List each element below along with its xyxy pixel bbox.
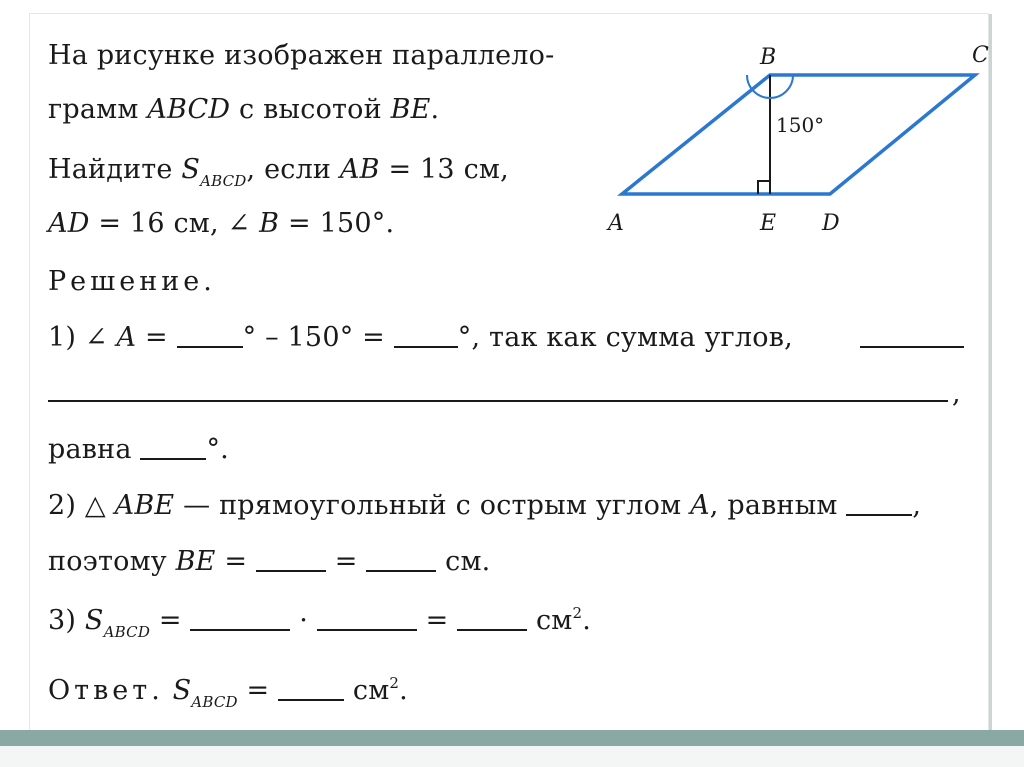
parallelogram-figure <box>600 40 1000 250</box>
step-text: 1) ∠ <box>48 322 117 353</box>
step-text: , <box>912 490 922 521</box>
side-ab-value: = 13 см, <box>379 154 509 185</box>
blank-field[interactable] <box>190 607 290 631</box>
step-text: = <box>150 605 191 636</box>
parallelogram-name: ABCD <box>147 94 231 125</box>
solution-heading <box>48 266 216 297</box>
problem-text: Найдите <box>48 154 182 185</box>
step-text: ° – 150° = <box>242 322 394 353</box>
step-text: , равным <box>709 490 847 521</box>
vertex-a-label: A <box>608 211 624 236</box>
step-text: = <box>136 322 177 353</box>
bottom-strip <box>0 746 1024 767</box>
blank-field[interactable] <box>860 346 964 348</box>
vertex-d-label: D <box>822 211 840 236</box>
triangle-abe: ABE <box>114 490 175 521</box>
unit-exponent: 2 <box>572 604 583 622</box>
area-subscript: ABCD <box>191 693 238 711</box>
problem-line-1 <box>48 40 554 71</box>
problem-text: , если <box>246 154 340 185</box>
problem-text: На рисунке изображен параллело- <box>48 40 555 71</box>
blank-field[interactable] <box>317 607 417 631</box>
angle-a: A <box>690 490 710 521</box>
problem-text: с высотой <box>230 94 391 125</box>
step-text: = <box>325 546 367 577</box>
step-text: см <box>344 675 390 706</box>
height-name: BE <box>390 94 431 125</box>
step-text: °, так как сумма углов, <box>457 322 793 353</box>
step-2 <box>48 490 921 521</box>
area-symbol: S <box>84 605 104 636</box>
step-text: = <box>416 605 458 636</box>
side-ad-value: = 16 см, ∠ <box>89 208 260 239</box>
step-text: равна <box>48 434 141 465</box>
step-text: — прямоугольный с острым углом <box>174 490 691 521</box>
step-text: см. <box>436 546 491 577</box>
angle-a: A <box>116 322 137 353</box>
step-1 <box>48 322 793 353</box>
step-text: , <box>952 378 961 409</box>
blank-field[interactable] <box>457 607 527 631</box>
step-text: 2) △ <box>48 490 115 521</box>
area-subscript: ABCD <box>200 172 247 190</box>
answer-line <box>48 674 408 711</box>
step-text: поэтому <box>48 546 176 577</box>
right-angle-mark <box>758 181 770 194</box>
step-text: °. <box>206 434 229 465</box>
step-1-end <box>48 434 229 465</box>
step-2-cont <box>48 546 490 577</box>
angle-b: B <box>259 208 280 239</box>
problem-line-2 <box>48 94 439 125</box>
blank-field[interactable] <box>140 436 206 460</box>
angle-label: 150° <box>776 113 825 137</box>
blank-field[interactable] <box>394 324 458 348</box>
step-text: . <box>582 605 592 636</box>
problem-text: . <box>430 94 440 125</box>
step-text: . <box>399 675 408 706</box>
side-ad: AD <box>48 208 90 239</box>
blank-line[interactable] <box>48 400 948 402</box>
area-subscript: ABCD <box>103 623 151 641</box>
blank-field[interactable] <box>256 548 326 572</box>
unit-exponent: 2 <box>389 674 400 692</box>
step-text: см <box>527 605 573 636</box>
side-ab: AB <box>339 154 380 185</box>
step-text: · <box>290 605 317 636</box>
step-text: = <box>215 546 256 577</box>
problem-line-3 <box>48 154 509 190</box>
step-1-comma <box>952 378 961 409</box>
step-text: 3) <box>48 605 85 636</box>
vertex-b-label: B <box>760 45 777 70</box>
answer-label: Ответ. <box>48 675 164 706</box>
area-symbol: S <box>172 675 192 706</box>
area-symbol: S <box>181 154 201 185</box>
blank-field[interactable] <box>366 548 436 572</box>
step-text: = <box>237 675 279 706</box>
blank-field[interactable] <box>846 492 912 516</box>
step-3 <box>48 604 591 641</box>
height-be: BE <box>175 546 216 577</box>
vertex-c-label: C <box>972 43 989 68</box>
solution-heading-text: Решение. <box>48 266 216 297</box>
bottom-bar <box>0 730 1024 746</box>
angle-b-value: = 150°. <box>279 208 395 239</box>
blank-field[interactable] <box>177 324 243 348</box>
point-e-label: E <box>760 211 777 236</box>
problem-line-4 <box>48 208 394 239</box>
answer-blank[interactable] <box>278 677 344 701</box>
problem-text: грамм <box>48 94 148 125</box>
